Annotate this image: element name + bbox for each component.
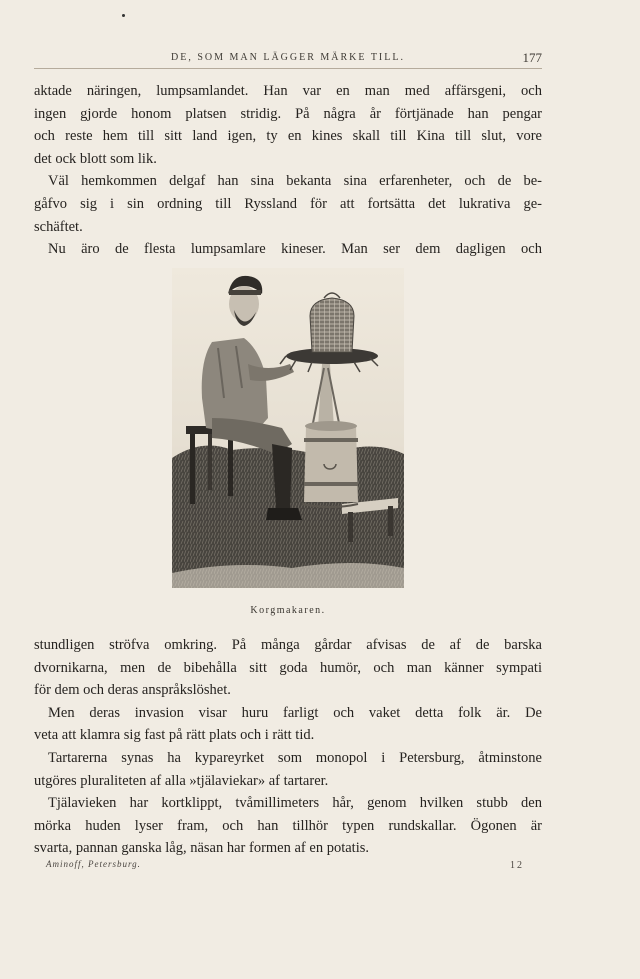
text-line: schäftet.: [34, 218, 83, 235]
figure-caption: Korgmakaren.: [250, 605, 326, 616]
text-line: det ock blott som lik.: [34, 150, 157, 167]
text-line: dvornikarna, men de bibehålla sitt goda humör, och man känner sympati: [34, 659, 542, 676]
text-line: Men deras invasion visar huru farligt och vaket detta folk är. De: [48, 704, 542, 721]
text-line: Tjälavieken har kortklippt, tvåmillimeters hår, genom hvilken stubb den: [48, 795, 542, 812]
text-line: veta att klamra sig fast på rätt plats och i rätt tid.: [34, 727, 315, 744]
text-line: gåfvo sig i sin ordning till Ryssland för att fortsätta det lukrativa ge-: [34, 195, 542, 212]
text-line: mörka huden lyser fram, och han tillhör typen rundskallar. Ögonen är: [34, 817, 542, 834]
running-head: [34, 50, 542, 69]
text-line: Tartarerna synas ha kypareyrket som monopol i Petersburg, åtminstone: [48, 749, 542, 766]
printer-signature: Aminoff, Petersburg.: [46, 859, 141, 869]
text-line: aktade näringen, lumpsamlandet. Han var en man med affärsgeni, och: [34, 83, 542, 99]
basket-maker-photo: [172, 268, 404, 588]
text-line: Nu äro de flesta lumpsamlare kineser. Man ser dem dagligen och: [48, 241, 542, 258]
body-text-top: [34, 80, 542, 261]
text-line: utgöres pluraliteten af alla »tjälaviekar» af tartarer.: [34, 772, 329, 789]
body-text-bottom: [34, 634, 542, 860]
basket-maker-illustration: [172, 268, 404, 588]
text-line: och reste hem till sitt land igen, ty en kines skall till Kina till slut, vore: [34, 128, 542, 145]
text-line: Väl hemkommen delgaf han sina bekanta sina erfarenheter, och de be-: [48, 173, 542, 190]
running-title: DE, SOM MAN LÄGGER MÄRKE TILL.: [171, 52, 405, 63]
text-line: ingen gjorde honom platsen stridig. På några år förtjänade han pengar: [34, 105, 542, 122]
text-line: för dem och deras anspråkslöshet.: [34, 682, 231, 699]
sheet-signature-mark: 12: [510, 860, 524, 871]
ink-speck: [122, 14, 125, 17]
page-number: 177: [522, 50, 542, 65]
text-line: stundligen ströfva omkring. På många gårdar afvisas de af de barska: [34, 637, 542, 653]
text-line: svarta, pannan ganska låg, näsan har formen af en potatis.: [34, 840, 369, 857]
